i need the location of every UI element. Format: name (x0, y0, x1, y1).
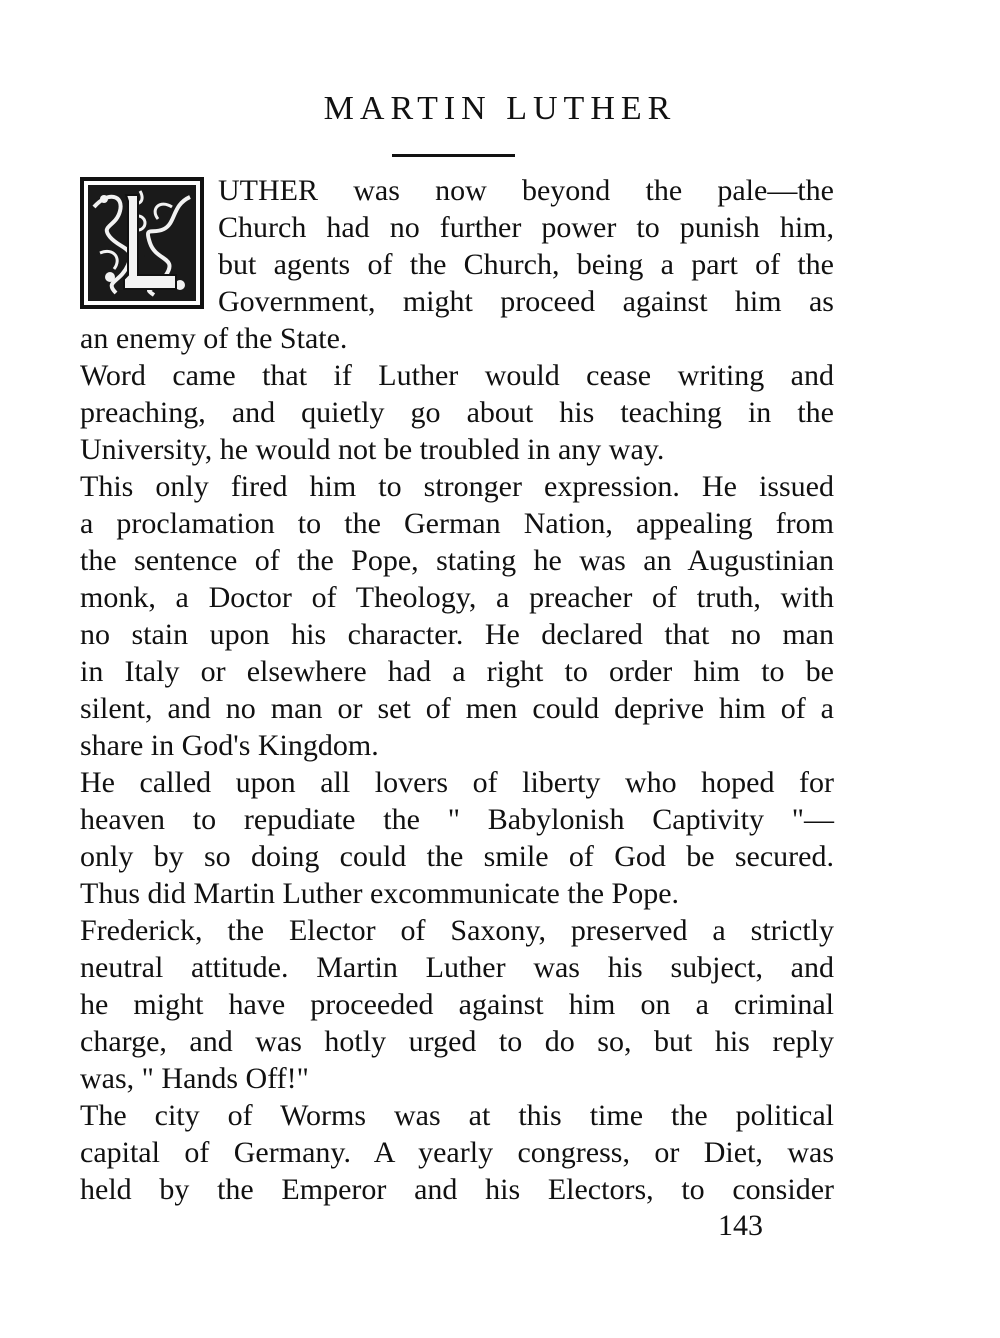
text-line: no stain upon his character. He declared that no man (80, 618, 834, 651)
text-line: preaching, and quietly go about his teaching in the (80, 396, 834, 429)
ornamental-drop-cap (80, 177, 204, 309)
text-line: Church had no further power to punish him, (218, 211, 834, 244)
text-line: The city of Worms was at this time the political (80, 1099, 834, 1132)
text-line: Thus did Martin Luther excommunicate the Pope. (80, 877, 680, 910)
text-line: but agents of the Church, being a part of the (218, 248, 834, 281)
text-line: UTHER was now beyond the pale—the (218, 174, 834, 207)
text-line: neutral attitude. Martin Luther was his subject, and (80, 951, 834, 984)
text-line: an enemy of the State. (80, 322, 348, 355)
running-head: MARTIN LUTHER (323, 90, 677, 127)
text-line: he might have proceeded against him on a criminal (80, 988, 834, 1021)
text-line: held by the Emperor and his Electors, to consider (80, 1173, 834, 1206)
text-line: in Italy or elsewhere had a right to order him to be (80, 655, 834, 688)
text-line: This only fired him to stronger expression. He issued (80, 470, 834, 503)
text-line: monk, a Doctor of Theology, a preacher of truth, with (80, 581, 834, 614)
text-line: Word came that if Luther would cease writing and (80, 359, 834, 392)
text-line: a proclamation to the German Nation, appealing from (80, 507, 834, 540)
text-line: capital of Germany. A yearly congress, or Diet, was (80, 1136, 834, 1169)
text-line: He called upon all lovers of liberty who hoped for (80, 766, 834, 799)
text-line: only by so doing could the smile of God be secured. (80, 840, 834, 873)
text-line: share in God's Kingdom. (80, 729, 379, 762)
text-line: Frederick, the Elector of Saxony, preserved a strictly (80, 914, 834, 947)
page-number: 143 (718, 1209, 763, 1242)
text-line: was, " Hands Off!" (80, 1062, 309, 1095)
text-line: Government, might proceed against him as (218, 285, 834, 318)
drop-cap-letter: L (138, 246, 146, 260)
text-line: charge, and was hotly urged to do so, but his reply (80, 1025, 834, 1058)
title-rule (392, 154, 515, 157)
text-line: the sentence of the Pope, stating he was an Augustinian (80, 544, 834, 577)
text-line: silent, and no man or set of men could deprive him of a (80, 692, 834, 725)
text-line: University, he would not be troubled in any way. (80, 433, 665, 466)
text-line: heaven to repudiate the " Babylonish Captivity "— (80, 803, 834, 836)
